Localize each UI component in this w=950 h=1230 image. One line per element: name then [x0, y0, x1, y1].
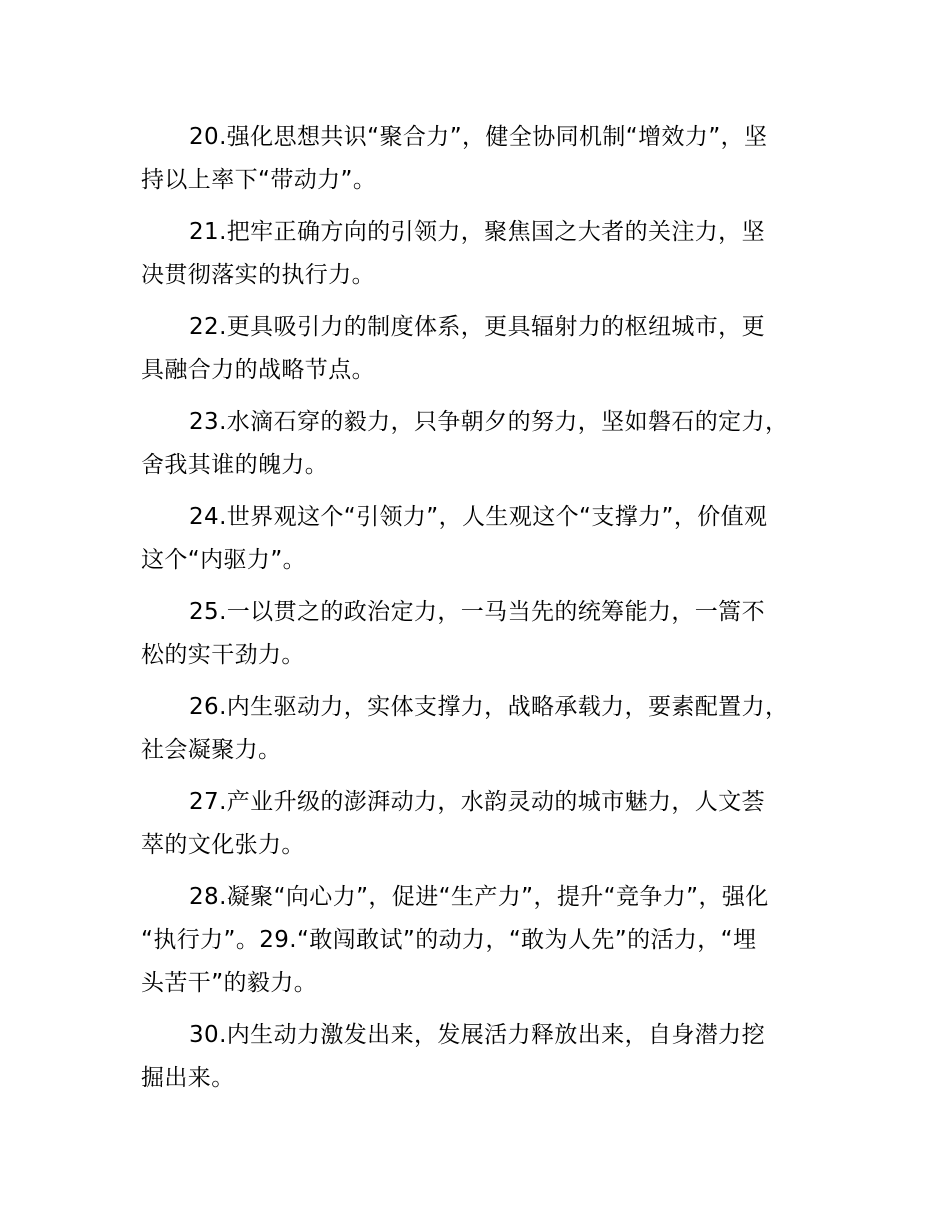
paragraph-line: 21.把牢正确方向的引领力，聚焦国之大者的关注力，坚	[189, 219, 765, 245]
paragraph-23	[141, 401, 841, 487]
paragraph-24	[141, 496, 841, 582]
paragraph-line: “执行力”。29.“敢闯敢试”的动力，“敢为人先”的活力，“埋	[141, 927, 757, 953]
paragraph-line: 松的实干劲力。	[141, 642, 305, 668]
paragraph-line: 这个“内驱力”。	[141, 547, 307, 573]
paragraph-25	[141, 591, 841, 677]
paragraph-line: 萃的文化张力。	[141, 832, 305, 858]
paragraph-line: 舍我其谁的魄力。	[141, 452, 329, 478]
paragraph-line: 社会凝聚力。	[141, 737, 282, 763]
document-body	[141, 116, 841, 1109]
paragraph-line: 头苦干”的毅力。	[141, 970, 318, 996]
paragraph-27	[141, 781, 841, 867]
paragraph-line: 持以上率下“带动力”。	[141, 167, 377, 193]
paragraph-22	[141, 306, 841, 392]
paragraph-line: 26.内生驱动力，实体支撑力，战略承载力，要素配置力，	[189, 694, 789, 720]
paragraph-26	[141, 686, 841, 772]
paragraph-line: 23.水滴石穿的毅力，只争朝夕的努力，坚如磐石的定力，	[189, 409, 789, 435]
paragraph-line: 25.一以贯之的政治定力，一马当先的统筹能力，一篙不	[189, 599, 765, 625]
paragraph-30	[141, 1014, 841, 1100]
paragraph-line: 30.内生动力激发出来，发展活力释放出来，自身潜力挖	[189, 1022, 765, 1048]
paragraph-28	[141, 876, 841, 1005]
paragraph-line: 27.产业升级的澎湃动力，水韵灵动的城市魅力，人文荟	[189, 789, 765, 815]
paragraph-line: 24.世界观这个“引领力”，人生观这个“支撑力”，价值观	[189, 504, 768, 530]
paragraph-line: 具融合力的战略节点。	[141, 357, 375, 383]
paragraph-line: 决贯彻落实的执行力。	[141, 262, 375, 288]
paragraph-line: 22.更具吸引力的制度体系，更具辐射力的枢纽城市，更	[189, 314, 765, 340]
paragraph-line: 28.凝聚“向心力”，促进“生产力”，提升“竞争力”，强化	[189, 884, 769, 910]
paragraph-21	[141, 211, 841, 297]
paragraph-line: 掘出来。	[141, 1065, 235, 1091]
paragraph-line: 20.强化思想共识“聚合力”，健全协同机制“增效力”，坚	[189, 124, 768, 150]
paragraph-20	[141, 116, 841, 202]
